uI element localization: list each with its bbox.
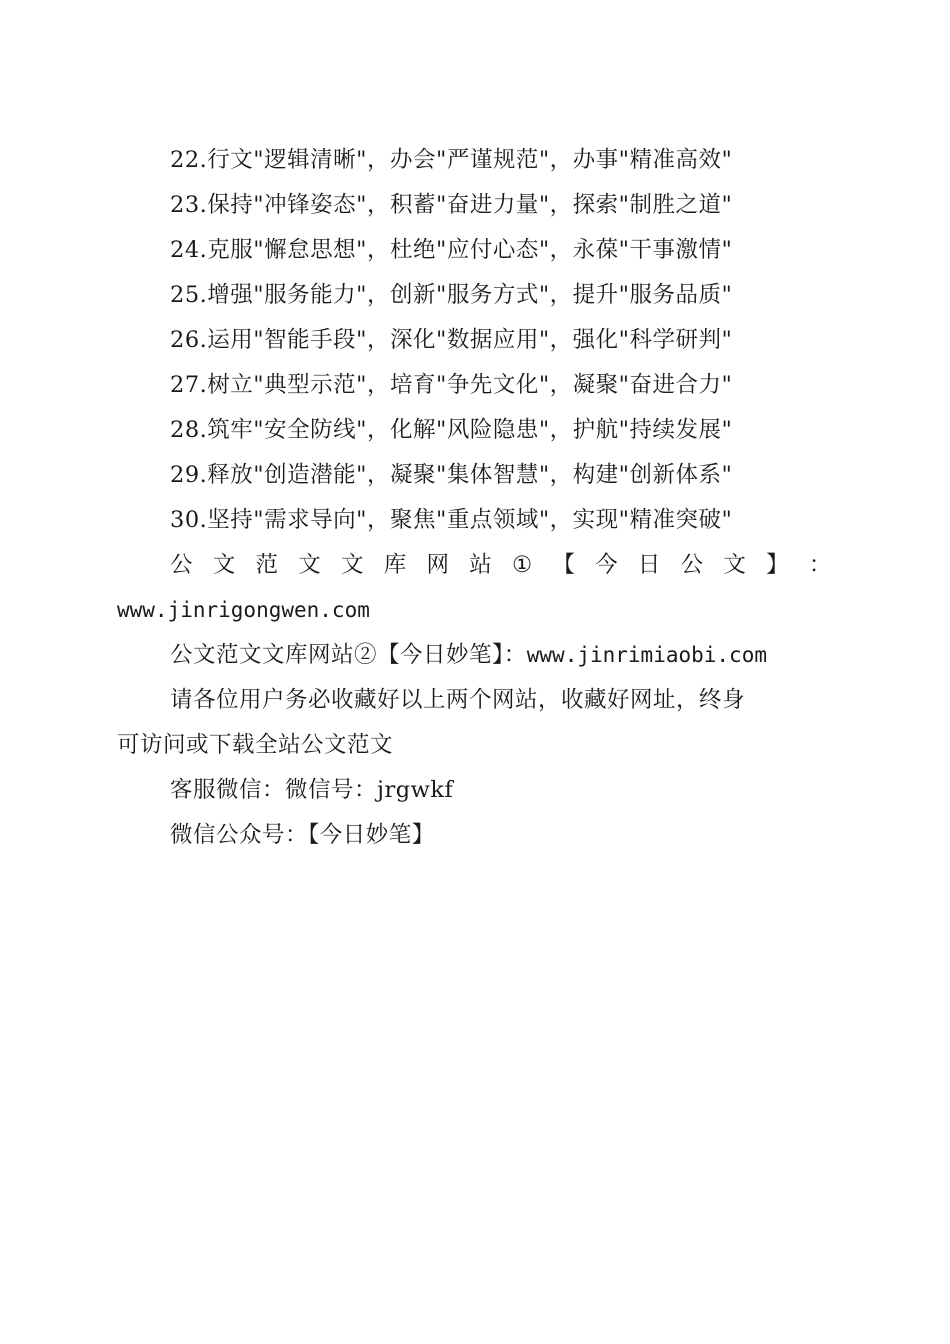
- service-wechat: 客服微信：微信号：jrgwkf: [170, 777, 454, 803]
- list-item: 27.树立"典型示范"，培育"争先文化"，凝聚"奋进合力": [170, 372, 733, 398]
- site1-char: 网: [426, 552, 450, 578]
- list-item: 26.运用"智能手段"，深化"数据应用"，强化"科学研判": [170, 327, 733, 353]
- site1-char: 公: [680, 552, 704, 578]
- site1-char: 今: [595, 552, 619, 578]
- site1-char: 文: [341, 552, 365, 578]
- site1-char: ①: [512, 552, 533, 578]
- site1-char: 库: [383, 552, 407, 578]
- site1-label: [170, 550, 832, 580]
- notice-line-1: 请各位用户务必收藏好以上两个网站，收藏好网址，终身: [170, 687, 746, 713]
- site1-char: 公: [170, 552, 194, 578]
- site1-url[interactable]: www.jinrigongwen.com: [117, 598, 370, 622]
- site1-char: 】: [766, 552, 790, 578]
- list-item: 22.行文"逻辑清晰"，办会"严谨规范"，办事"精准高效": [170, 147, 733, 173]
- site1-char: 站: [469, 552, 493, 578]
- site1-char: 文: [723, 552, 747, 578]
- notice-line-2: 可访问或下载全站公文范文: [117, 732, 394, 758]
- list-item: 28.筑牢"安全防线"，化解"风险隐患"，护航"持续发展": [170, 417, 733, 443]
- list-item: 23.保持"冲锋姿态"，积蓄"奋进力量"，探索"制胜之道": [170, 192, 733, 218]
- site1-char: 范: [255, 552, 279, 578]
- list-item: 25.增强"服务能力"，创新"服务方式"，提升"服务品质": [170, 282, 733, 308]
- list-item: 30.坚持"需求导向"，聚焦"重点领域"，实现"精准突破": [170, 507, 733, 533]
- site1-char: 【: [552, 552, 576, 578]
- site1-char: 文: [298, 552, 322, 578]
- site2-url[interactable]: www.jinrimiaobi.com: [526, 643, 767, 667]
- site2-line: [170, 640, 767, 670]
- list-item: 29.释放"创造潜能"，凝聚"集体智慧"，构建"创新体系": [170, 462, 733, 488]
- site1-char: 文: [212, 552, 236, 578]
- site1-char: ：: [808, 552, 832, 578]
- site1-char: 日: [637, 552, 661, 578]
- site2-label: 公文范文文库网站②【今日妙笔】：: [170, 642, 527, 668]
- list-item: 24.克服"懈怠思想"，杜绝"应付心态"，永葆"干事激情": [170, 237, 733, 263]
- official-account: 微信公众号：【今日妙笔】: [170, 822, 435, 848]
